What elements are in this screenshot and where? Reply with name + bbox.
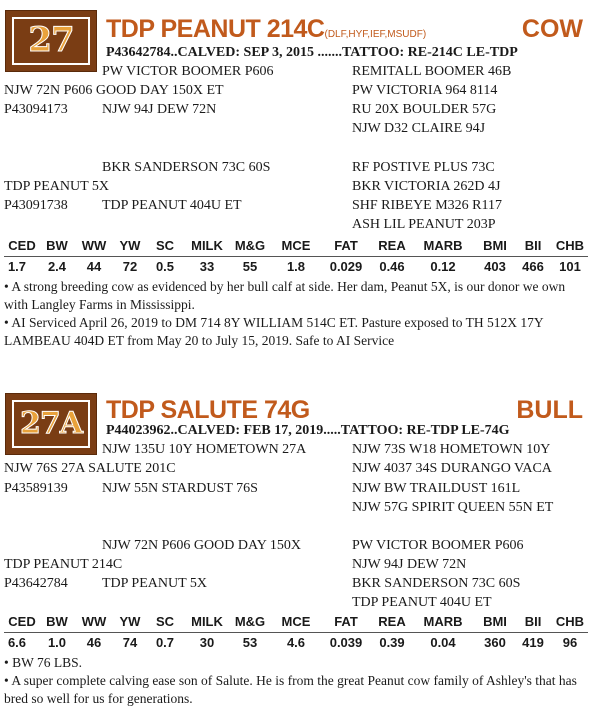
epd-label: M&G [234,614,266,629]
epd-label: BII [524,614,542,629]
note-item: • BW 76 LBS. [4,655,82,670]
note-item: • AI Serviced April 26, 2019 to DM 714 8Y WILLIAM 514C ET. Pasture exposed to TH 512X 17Y LAMBEAU 404D ET from May 20 to July 15, 2019. Safe to AI Service [4,315,544,348]
epd-label: BW [46,238,68,253]
epd-header-row [4,238,588,254]
epd-value: 33 [199,259,215,274]
ped-sire-sire: REMITALL BOOMER 46B [352,64,512,79]
epd-value-row [4,635,588,651]
epd-divider [4,256,588,257]
animal-name-text: TDP SALUTE 74G [106,396,310,424]
epd-value: 0.04 [430,635,456,650]
epd-label: WW [81,238,107,253]
epd-label: SC [155,238,175,253]
epd-label: MCE [281,614,311,629]
epd-divider [4,632,588,633]
ped-dam-side-sire-dam: NJW 94J DEW 72N [352,557,467,572]
lot-number-badge [5,393,97,455]
epd-label: CED [8,614,36,629]
ped-dam-reg: P43642784 [4,576,68,591]
epd-label: CED [8,238,36,253]
epd-label: YW [119,614,141,629]
ped-sire-sire: NJW 73S W18 HOMETOWN 10Y [352,442,551,457]
epd-value: 30 [199,635,215,650]
epd-label: REA [378,238,406,253]
epd-value: 4.6 [286,635,306,650]
epd-label: WW [81,614,107,629]
ped-dam-side-dam: TDP PEANUT 5X [102,576,208,591]
lot-number: 27 [28,20,74,61]
registration-line: P43642784..CALVED: SEP 3, 2015 .......TATTOO: RE-214C LE-TDP [106,45,518,60]
ped-dam-side-dam: TDP PEANUT 404U ET [102,198,242,213]
ped-dam-side-dam-dam: ASH LIL PEANUT 203P [352,217,496,232]
epd-value: 1.0 [47,635,67,650]
epd-value-row [4,259,588,275]
ped-dam-dam: NJW D32 CLAIRE 94J [352,121,486,136]
animal-name-suffix: (DLF,HYF,IEF,MSUDF) [324,29,427,40]
ped-dam-side-dam-sire: BKR SANDERSON 73C 60S [352,576,521,591]
ped-sire-dam: NJW 4037 34S DURANGO VACA [352,461,552,476]
lot-27a [0,390,597,718]
epd-value: 0.7 [155,635,175,650]
epd-value: 0.12 [430,259,456,274]
epd-value: 46 [86,635,102,650]
lot-notes [4,654,592,708]
ped-dam-sire: NJW BW TRAILDUST 161L [352,481,521,496]
epd-value: 96 [562,635,578,650]
note-item: • A super complete calving ease son of Salute. He is from the great Peanut cow family of Ashley's that has bred so well for us for generations. [4,673,577,706]
ped-dam-side-sire-sire: RF POSTIVE PLUS 73C [352,160,495,175]
epd-value: 1.7 [7,259,27,274]
epd-value: 0.46 [379,259,405,274]
ped-dam-dam: NJW 57G SPIRIT QUEEN 55N ET [352,500,554,515]
epd-value: 0.5 [155,259,175,274]
epd-label: CHB [555,614,585,629]
note-item: • A strong breeding cow as evidenced by her bull calf at side. Her dam, Peanut 5X, is our donor we own with Langley Farms in Mississippi. [4,279,566,312]
epd-value: 2.4 [47,259,67,274]
ped-sire-reg: P43094173 [4,102,68,117]
epd-label: REA [378,614,406,629]
ped-sire-dam-line: NJW 55N STARDUST 76S [102,481,258,496]
registration-line: P44023962..CALVED: FEB 17, 2019.....TATTOO: RE-TDP LE-74G [106,423,510,438]
ped-dam-reg: P43091738 [4,198,68,213]
animal-name [106,396,310,425]
epd-value: 403 [484,259,506,274]
epd-value: 1.8 [286,259,306,274]
epd-value: 0.39 [379,635,405,650]
animal-name [106,15,426,44]
epd-label: BMI [483,614,507,629]
ped-sire: NJW 135U 10Y HOMETOWN 27A [102,442,307,457]
epd-label: YW [119,238,141,253]
ped-dam-side-sire: NJW 72N P606 GOOD DAY 150X [102,538,301,553]
epd-label: BMI [483,238,507,253]
ped-sire-dam: PW VICTORIA 964 8114 [352,83,498,98]
epd-label: MARB [423,614,463,629]
epd-label: M&G [234,238,266,253]
epd-label: BW [46,614,68,629]
ped-dam-side-sire-sire: PW VICTOR BOOMER P606 [352,538,524,553]
lot-notes [4,278,592,350]
epd-label: MCE [281,238,311,253]
ped-dam-side-sire-dam: BKR VICTORIA 262D 4J [352,179,501,194]
ped-dam-side-dam-dam: TDP PEANUT 404U ET [352,595,492,610]
ped-dam-side-dam-sire: SHF RIBEYE M326 R117 [352,198,503,213]
epd-value: 419 [522,635,544,650]
epd-value: 466 [522,259,544,274]
lot-number-badge [5,10,97,72]
epd-label: FAT [334,614,358,629]
epd-header-row [4,614,588,630]
epd-label: SC [155,614,175,629]
epd-label: CHB [555,238,585,253]
epd-value: 101 [559,259,581,274]
lot-number: 27A [19,405,83,441]
ped-dam-side-sire: BKR SANDERSON 73C 60S [102,160,271,175]
epd-value: 360 [484,635,506,650]
ped-dam-name: TDP PEANUT 5X [4,179,110,194]
ped-sire-dam-line: NJW 94J DEW 72N [102,102,217,117]
epd-label: MILK [191,238,223,253]
epd-value: 53 [242,635,258,650]
ped-dam-sire: RU 20X BOULDER 57G [352,102,497,117]
epd-value: 72 [122,259,138,274]
epd-value: 74 [122,635,138,650]
animal-name-text: TDP PEANUT 214C [106,15,325,43]
epd-value: 6.6 [7,635,27,650]
epd-value: 0.029 [329,259,363,274]
epd-value: 0.039 [329,635,363,650]
animal-sex: COW [521,15,583,43]
epd-label: BII [524,238,542,253]
ped-sire-reg: P43589139 [4,481,68,496]
epd-label: FAT [334,238,358,253]
ped-sire-name: NJW 76S 27A SALUTE 201C [4,461,176,476]
ped-dam-name: TDP PEANUT 214C [4,557,123,572]
epd-value: 55 [242,259,258,274]
epd-label: MARB [423,238,463,253]
ped-sire-name: NJW 72N P606 GOOD DAY 150X ET [4,83,224,98]
epd-label: MILK [191,614,223,629]
ped-sire: PW VICTOR BOOMER P606 [102,64,274,79]
animal-sex: BULL [516,396,583,424]
epd-value: 44 [86,259,102,274]
